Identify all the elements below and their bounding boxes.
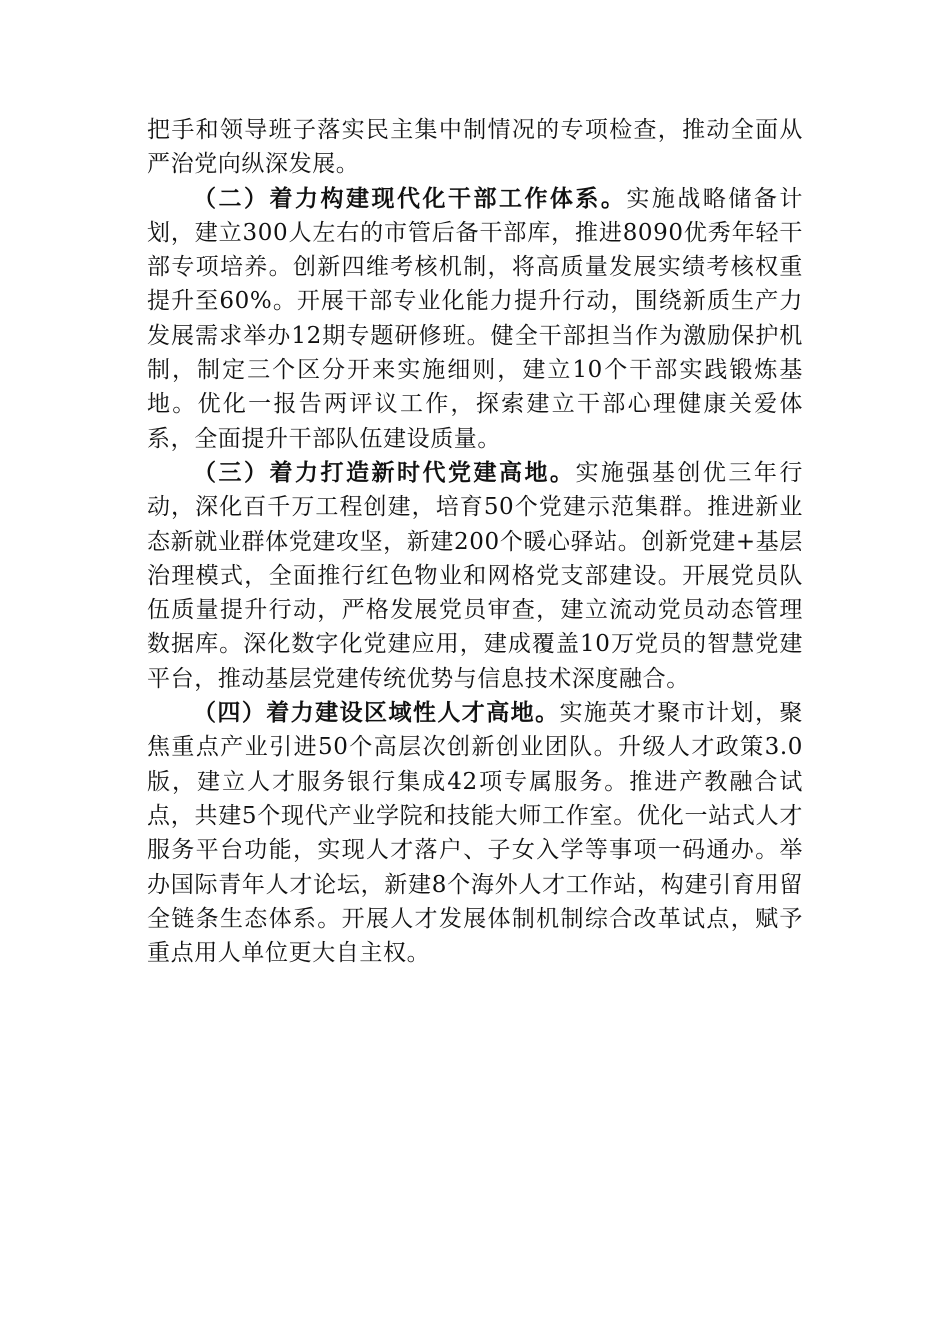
paragraph-body: 实施英才聚市计划，聚焦重点产业引进50个高层次创新创业团队。升级人才政策3.0版，建立人才服务银行集成42项专属服务。推进产教融合试点，共建5个现代产业学院和技能大师工作室。优化一站式人才服务平台功能，实现人才落户、子女入学等事项一码通办。举办国际青年人才论坛，新建8个海外人才工作站，构建引育用留全链条生态体系。开展人才发展体制机制综合改革试点，赋予重点用人单位更大自主权。 (147, 700, 803, 967)
paragraph-cadre-system (147, 182, 803, 456)
paragraph-talent-hub (147, 696, 803, 970)
paragraph-body: 实施强基创优三年行动，深化百千万工程创建，培育50个党建示范集群。推进新业态新就业群体党建攻坚，新建200个暖心驿站。创新党建+基层治理模式，全面推行红色物业和网格党支部建设。开展党员队伍质量提升行动，严格发展党员审查，建立流动党员动态管理数据库。深化数字化党建应用，建成覆盖10万党员的智慧党建平台，推动基层党建传统优势与信息技术深度融合。 (147, 459, 804, 692)
paragraph-party-building (147, 456, 803, 696)
document-body (147, 113, 803, 970)
paragraph-continuation (147, 113, 803, 182)
paragraph-heading: （二）着力构建现代化干部工作体系。 (193, 184, 627, 212)
paragraph-heading: （四）着力建设区域性人才高地。 (193, 699, 560, 727)
paragraph-body: 把手和领导班子落实民主集中制情况的专项检查，推动全面从严治党向纵深发展。 (147, 117, 803, 178)
paragraph-body: 实施战略储备计划，建立300人左右的市管后备干部库，推进8090优秀年轻干部专项培养。创新四维考核机制，将高质量发展实绩考核权重提升至60%。开展干部专业化能力提升行动，围绕新质生产力发展需求举办12期专题研修班。健全干部担当作为激励保护机制，制定三个区分开来实施细则，建立10个干部实践锻炼基地。优化一报告两评议工作，探索建立干部心理健康关爱体系，全面提升干部队伍建设质量。 (147, 185, 803, 452)
paragraph-heading: （三）着力打造新时代党建高地。 (193, 458, 576, 486)
